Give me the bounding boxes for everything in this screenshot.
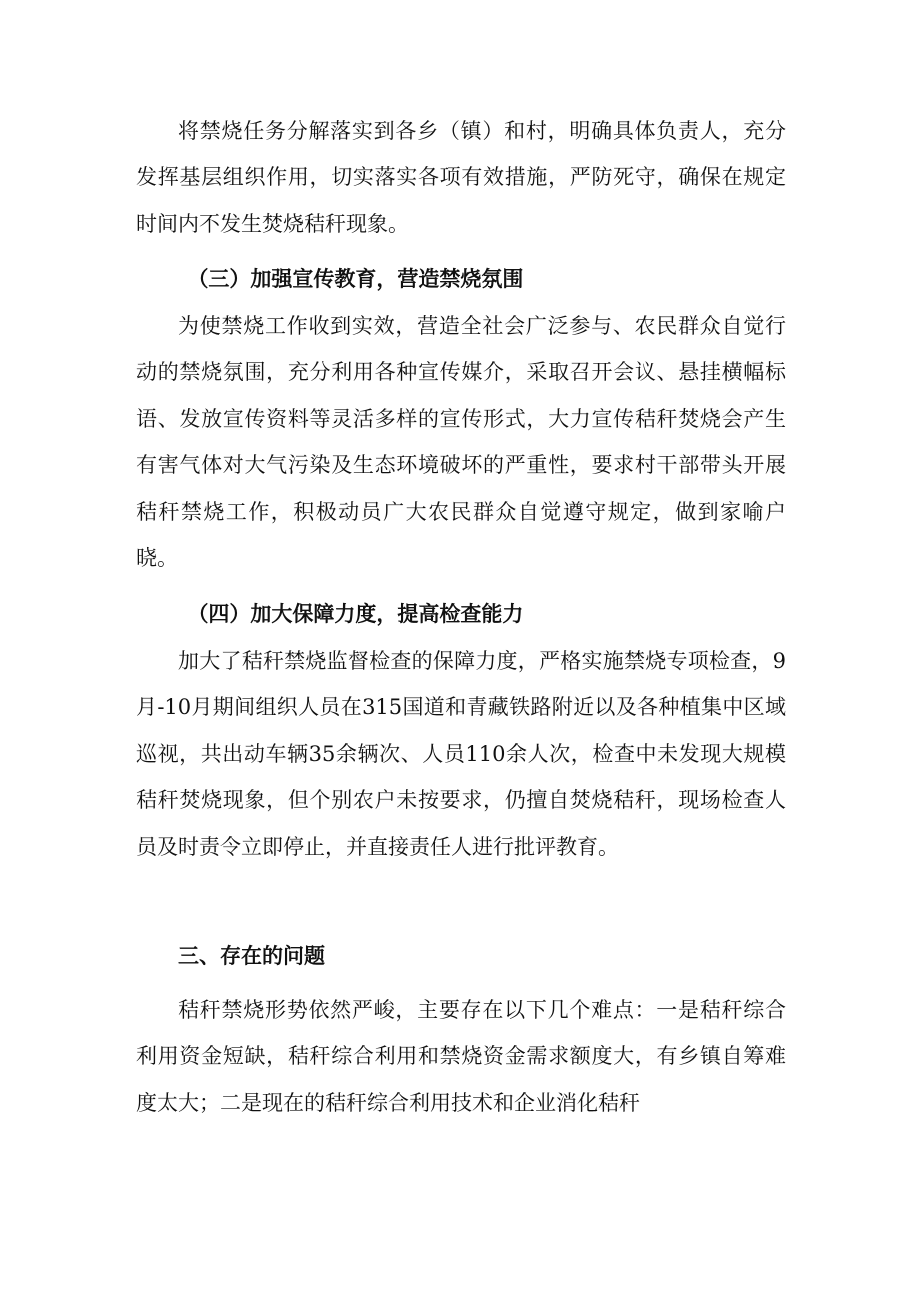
heading-existing-problems: 三、存在的问题: [178, 943, 325, 968]
heading-publicity-education: （三）加强宣传教育，营造禁烧氛围: [187, 266, 524, 291]
paragraph-guarantee-inspection: 加大了秸秆禁烧监督检查的保障力度，严格实施禁烧专项检查，9月-10月期间组织人员在315国道和青藏铁路附近以及各种植集中区域巡视，共出动车辆35余辆次、人员110余人次，检查中未发现大规模秸秆焚烧现象，但个别农户未按要求，仍擅自焚烧秸秆，现场检查人员及时责令立即停止，并直接责任人进行批评教育。: [136, 649, 786, 859]
paragraph-task-decomposition: 将禁烧任务分解落实到各乡（镇）和村，明确具体负责人，充分发挥基层组织作用，切实落实各项有效措施，严防死守，确保在规定时间内不发生焚烧秸秆现象。: [136, 119, 786, 236]
paragraph-publicity-education: 为使禁烧工作收到实效，营造全社会广泛参与、农民群众自觉行动的禁烧氛围，充分利用各种宣传媒介，采取召开会议、悬挂横幅标语、发放宣传资料等灵活多样的宣传形式，大力宣传秸秆焚烧会产生有害气体对大气污染及生态环境破坏的严重性，要求村干部带头开展秸秆禁烧工作，积极动员广大农民群众自觉遵守规定，做到家喻户晓。: [136, 314, 786, 571]
paragraph-existing-problems: 秸秆禁烧形势依然严峻，主要存在以下几个难点：一是秸秆综合利用资金短缺，秸秆综合利用和禁烧资金需求额度大，有乡镇自筹难度太大；二是现在的秸秆综合利用技术和企业消化秸秆: [136, 998, 786, 1115]
heading-guarantee-inspection: （四）加大保障力度，提高检查能力: [187, 601, 524, 626]
